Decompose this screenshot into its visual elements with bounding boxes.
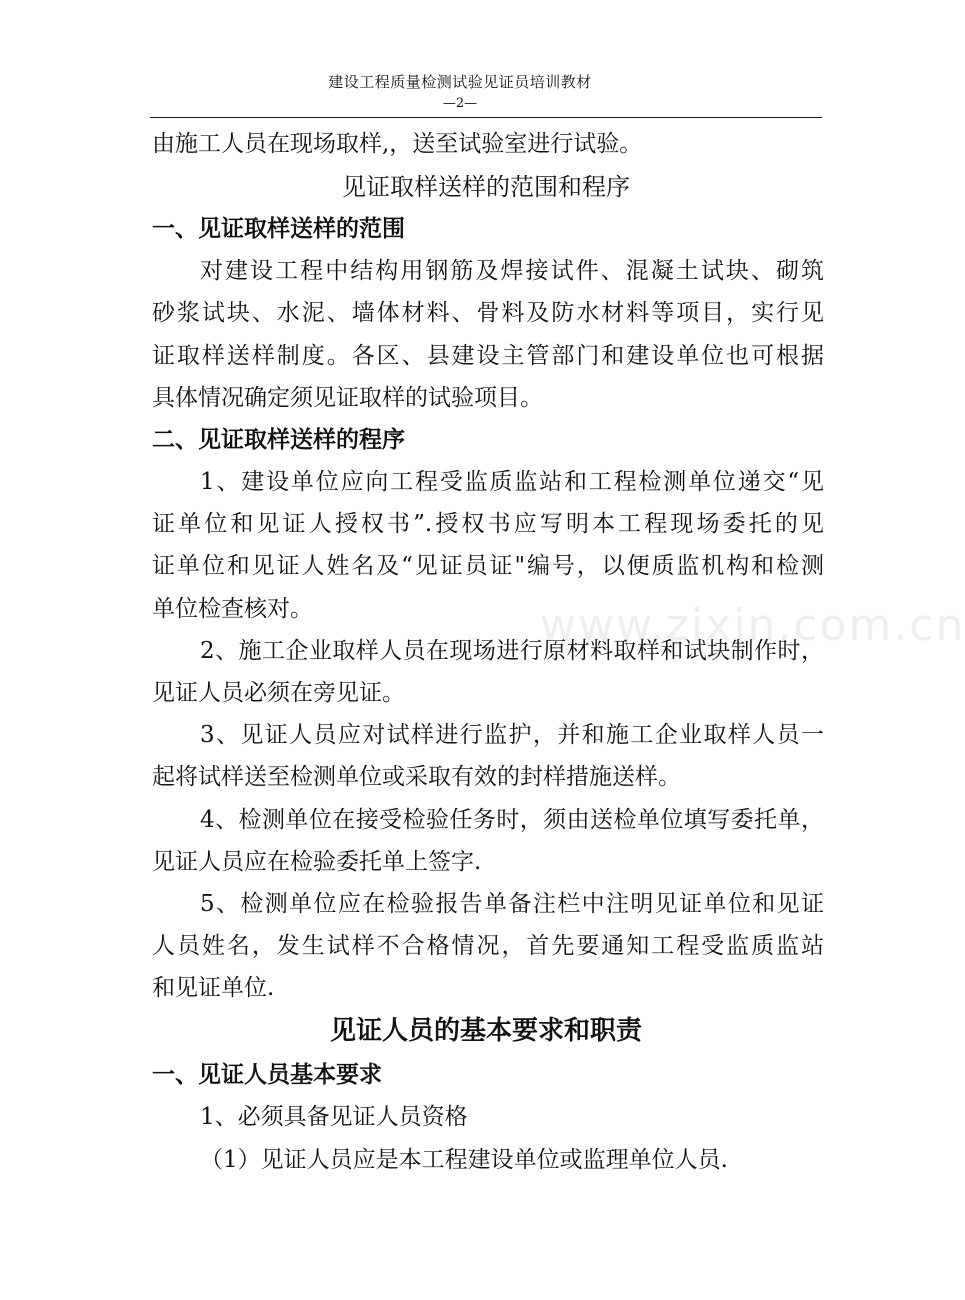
procedure-item-5-line: 人员姓名，发生试样不合格情况，首先要通知工程受监质监站 [152, 933, 824, 959]
procedure-item-1-line: 1、建设单位应向工程受监质监站和工程检测单位递交“见 [200, 469, 824, 495]
subheading-basic-requirements: 一、见证人员基本要求 [152, 1061, 382, 1088]
subheading-scope: 一、见证取样送样的范围 [152, 215, 405, 242]
procedure-item-1-line: 证单位和见证人授权书”.授权书应写明本工程现场委托的见 [152, 511, 824, 537]
procedure-item-3-line: 起将试样送至检测单位或采取有效的封样措施送样。 [152, 764, 681, 790]
scope-paragraph-line: 证取样送样制度。各区、县建设主管部门和建设单位也可根据 [152, 343, 824, 369]
requirement-item-1: 1、必须具备见证人员资格 [200, 1104, 468, 1130]
page-header-title: 建设工程质量检测试验见证员培训教材 [328, 73, 592, 91]
section-title-witness-requirements: 见证人员的基本要求和职责 [329, 1016, 642, 1046]
scope-paragraph-line: 对建设工程中结构用钢筋及焊接试件、混凝土试块、砌筑 [200, 258, 824, 284]
section-title-scope-procedure: 见证取样送样的范围和程序 [342, 173, 630, 201]
page-number: —2— [442, 96, 478, 111]
procedure-item-3-line: 3、见证人员应对试样进行监护，并和施工企业取样人员一 [200, 722, 824, 748]
procedure-item-5-line: 和见证单位. [152, 975, 275, 1001]
watermark: www.zixin.com.cn [540, 600, 965, 651]
procedure-item-4-line: 见证人员应在检验委托单上签字. [152, 849, 482, 875]
procedure-item-2-line: 见证人员必须在旁见证。 [152, 680, 405, 706]
procedure-item-1-line: 证单位和见证人姓名及“见证员证"编号，以便质监机构和检测 [152, 553, 824, 579]
procedure-item-2-line: 2、施工企业取样人员在现场进行原材料取样和试块制作时， [200, 638, 824, 664]
procedure-item-1-line: 单位检查核对。 [152, 596, 313, 622]
scope-paragraph-line: 砂浆试块、水泥、墙体材料、骨料及防水材料等项目，实行见 [152, 300, 824, 326]
procedure-item-5-line: 5、检测单位应在检验报告单备注栏中注明见证单位和见证 [200, 891, 824, 917]
procedure-item-4-line: 4、检测单位在接受检验任务时，须由送检单位填写委托单， [200, 807, 824, 833]
scope-paragraph-line: 具体情况确定须见证取样的试验项目。 [152, 385, 543, 411]
requirement-item-1-1: （1）见证人员应是本工程建设单位或监理单位人员. [200, 1147, 728, 1173]
header-divider [150, 117, 822, 118]
continuation-text: 由施工人员在现场取样,，送至试验室进行试验。 [152, 131, 643, 157]
subheading-procedure: 二、见证取样送样的程序 [152, 426, 405, 453]
